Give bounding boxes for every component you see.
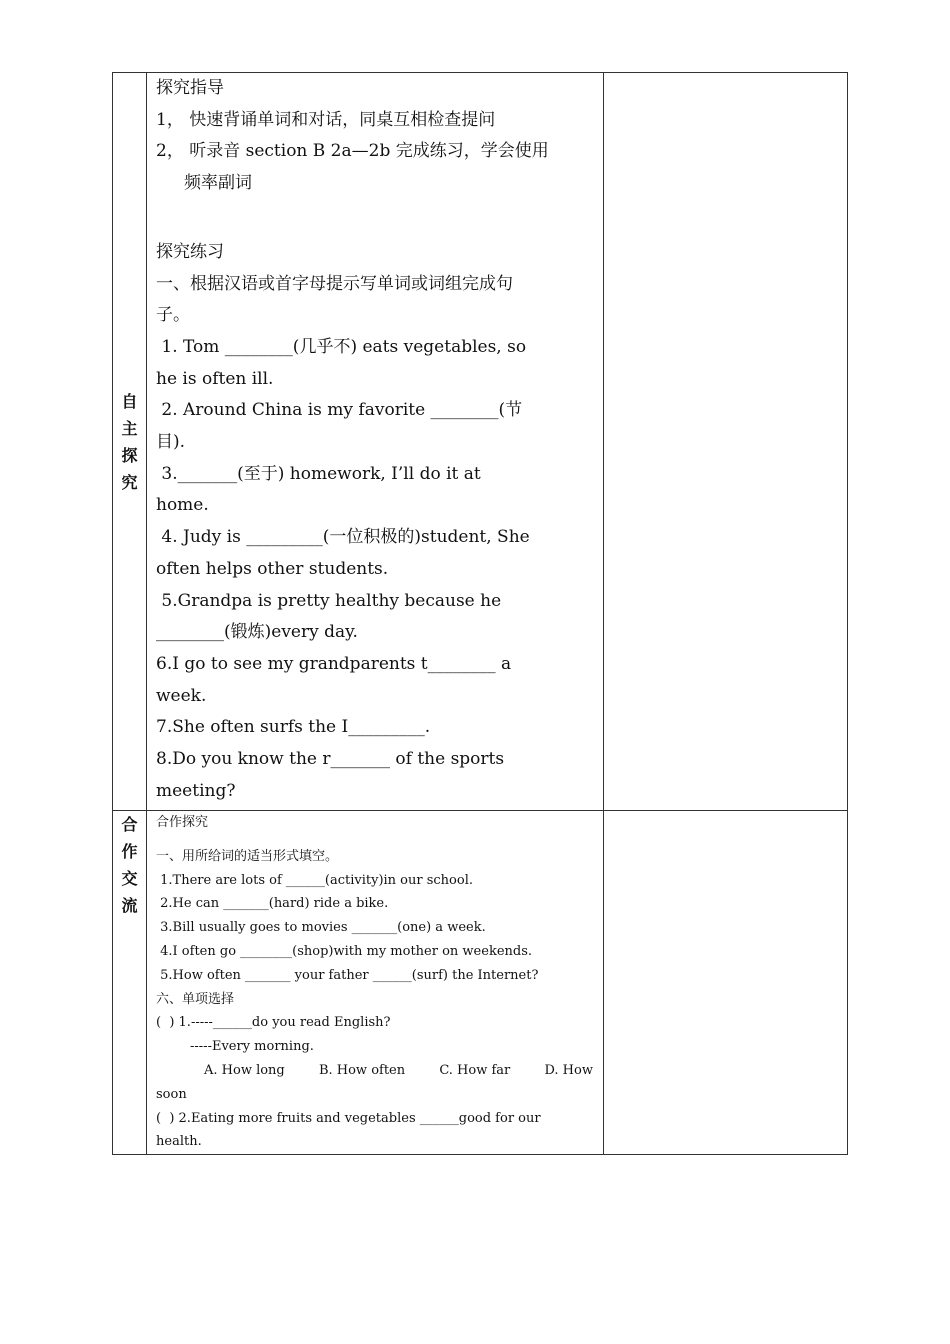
notes-cell bbox=[604, 811, 848, 1155]
choice-question: ( ) 1.-----______do you read English? bbox=[156, 1015, 391, 1031]
question-line: 5.Grandpa is pretty healthy because he bbox=[156, 590, 502, 611]
choice-options bbox=[156, 1059, 593, 1083]
question-line: he is often ill. bbox=[156, 368, 274, 389]
question-line: home. bbox=[156, 495, 209, 516]
label-char: 探 bbox=[121, 445, 138, 465]
label-char: 合 bbox=[121, 815, 138, 834]
label-char: 交 bbox=[121, 869, 138, 888]
fill-heading: 一、用所给词的适当形式填空。 bbox=[156, 848, 339, 864]
self-study-content bbox=[147, 73, 604, 811]
practice-heading: 子。 bbox=[156, 305, 190, 326]
fill-item: 5.How often _______ your father ______(surf) the Internet? bbox=[156, 967, 539, 983]
question-line: ________(锻炼)every day. bbox=[156, 622, 358, 643]
guide-title: 探究指导 bbox=[156, 78, 224, 98]
section-label-cooperation bbox=[113, 811, 147, 1155]
option-wrap: soon bbox=[156, 1086, 187, 1102]
guide-item: 1， 快速背诵单词和对话，同桌互相检查提问 bbox=[156, 109, 496, 130]
guide-item-continued: 频率副词 bbox=[184, 173, 252, 194]
question-line: 1. Tom ________(几乎不) eats vegetables, so bbox=[156, 336, 527, 357]
option-b: B. How often bbox=[318, 1062, 406, 1078]
coop-title: 合作探究 bbox=[156, 815, 209, 830]
question-line: 7.She often surfs the I_________. bbox=[156, 717, 431, 738]
question-line: week. bbox=[156, 685, 207, 706]
question-line: 2. Around China is my favorite ________(节 bbox=[156, 400, 523, 421]
notes-cell bbox=[604, 73, 848, 811]
fill-item: 2.He can _______(hard) ride a bike. bbox=[156, 896, 389, 912]
question-line: 目). bbox=[156, 432, 186, 453]
label-char: 自 bbox=[121, 391, 138, 411]
label-char: 流 bbox=[121, 896, 138, 915]
option-c: C. How far bbox=[439, 1062, 511, 1078]
question-line: 6.I go to see my grandparents t________ a bbox=[156, 653, 512, 674]
choice-heading: 六、单项选择 bbox=[156, 991, 235, 1007]
practice-heading: 一、根据汉语或首字母提示写单词或词组完成句 bbox=[156, 273, 513, 294]
question-line: often helps other students. bbox=[156, 558, 389, 579]
question-line: 4. Judy is _________(一位积极的)student, She bbox=[156, 527, 530, 548]
label-char: 作 bbox=[121, 842, 138, 861]
fill-item: 3.Bill usually goes to movies _______(one) a week. bbox=[156, 920, 486, 936]
choice-question-wrap: health. bbox=[156, 1134, 202, 1150]
section-label-self-study bbox=[113, 73, 147, 811]
choice-answer: -----Every morning. bbox=[190, 1039, 314, 1055]
option-a: A. How long bbox=[204, 1062, 285, 1078]
question-line: 8.Do you know the r_______ of the sports bbox=[156, 749, 505, 770]
fill-item: 1.There are lots of ______(activity)in our school. bbox=[156, 872, 473, 888]
cooperation-content bbox=[147, 811, 604, 1155]
label-char: 究 bbox=[121, 472, 138, 492]
option-d: D. How bbox=[544, 1062, 593, 1078]
label-char: 主 bbox=[121, 418, 138, 438]
question-line: 3._______(至于) homework, I’ll do it at bbox=[156, 463, 481, 484]
question-line: meeting? bbox=[156, 780, 236, 801]
worksheet-table bbox=[112, 72, 848, 1155]
practice-title: 探究练习 bbox=[156, 241, 224, 262]
fill-item: 4.I often go ________(shop)with my mother on weekends. bbox=[156, 943, 533, 959]
choice-question: ( ) 2.Eating more fruits and vegetables ______good for our bbox=[156, 1110, 541, 1126]
guide-item: 2， 听录音 section B 2a—2b 完成练习，学会使用 bbox=[156, 141, 549, 162]
